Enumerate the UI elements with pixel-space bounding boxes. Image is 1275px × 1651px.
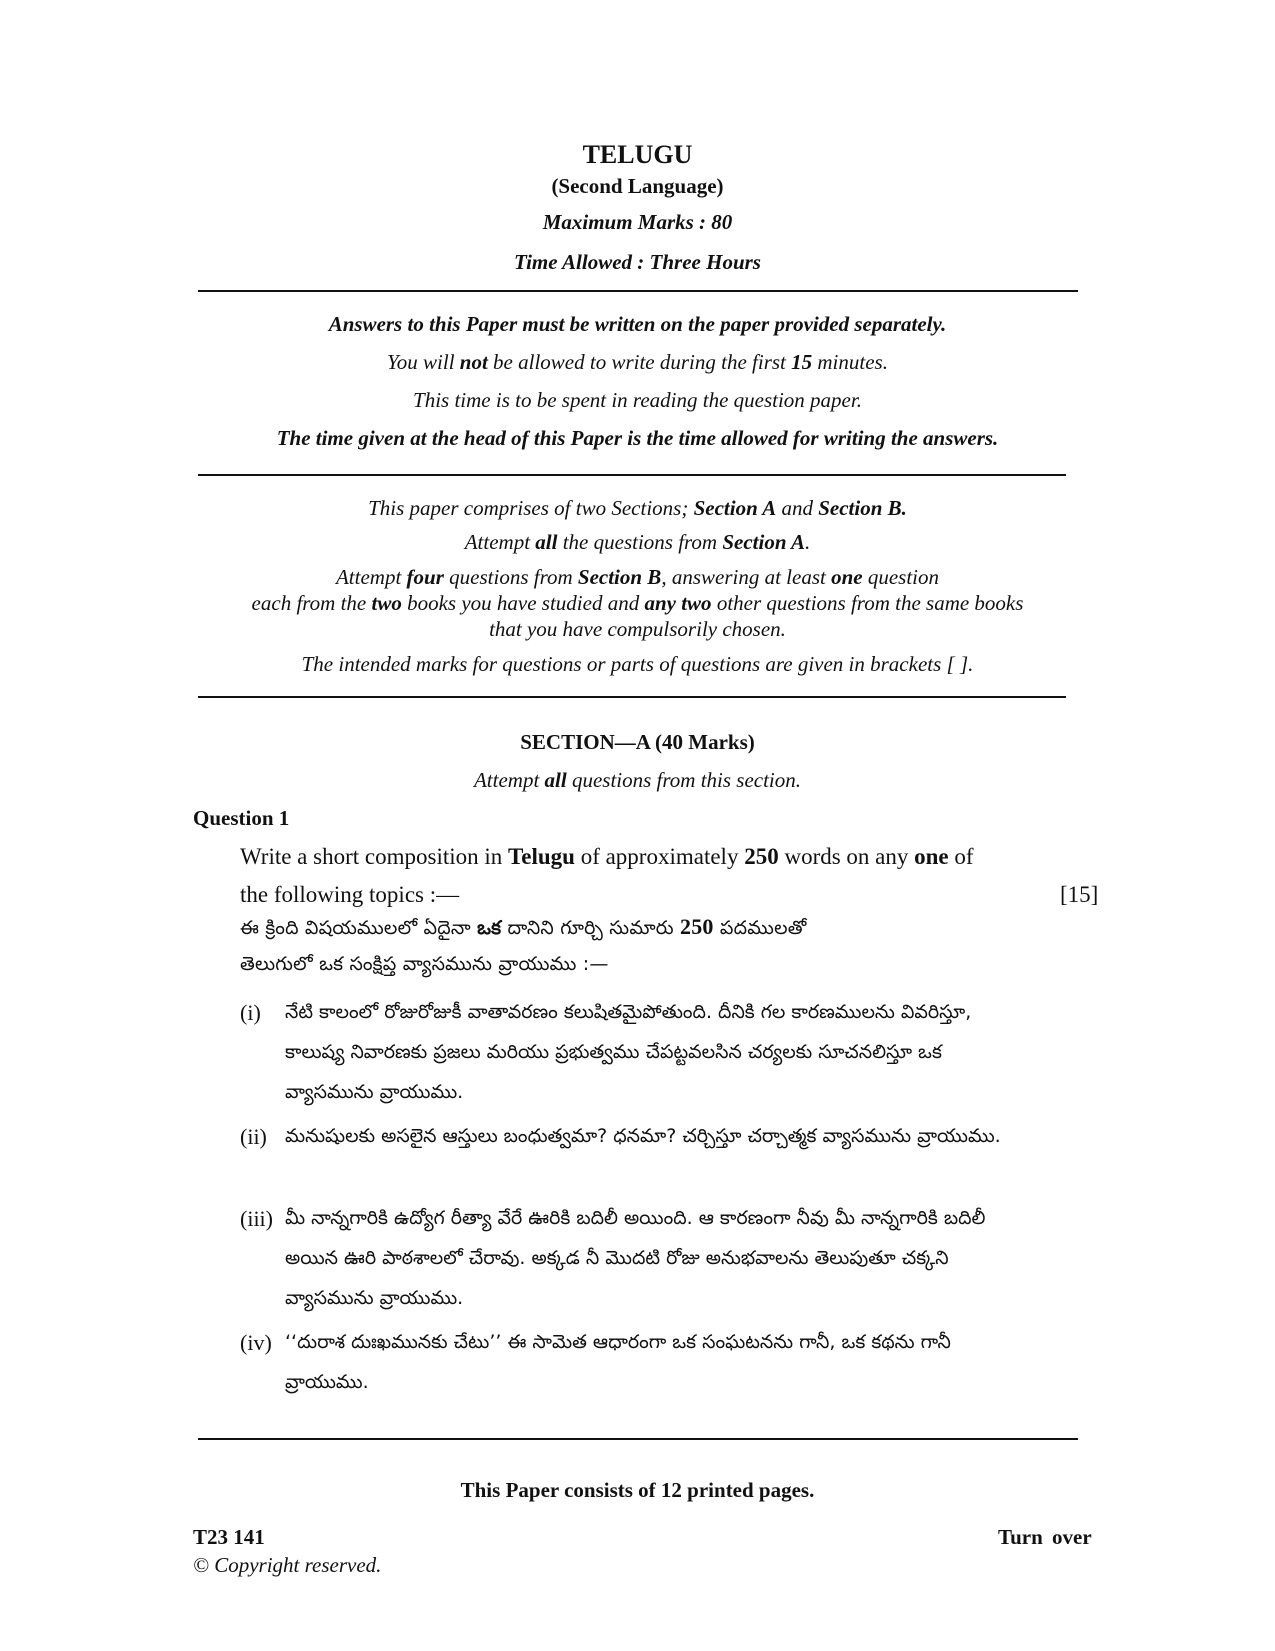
divider-mid (198, 474, 1066, 476)
topic-text: మీ నాన్నగారికి ఉద్యోగ రీత్యా వేరే ఊరికి బదిలీ అయింది. ఆ కారణంగా నీవు మీ నాన్నగారికి బదిలీ అయిన ఊరి పాఠశాలలో చేరావు. అక్కడ నీ మొదటి రోజు అనుభవాలను తెలుపుతూ చక్కని వ్యాసమును వ్రాయుము. (285, 1207, 986, 1309)
question-1-text-line1: Write a short composition in Telugu of approximately 250 words on any one of (240, 844, 974, 869)
question-1-text-line2: the following topics :— (240, 882, 460, 907)
question-1-telugu-line1: ఈ క్రింది విషయములలో ఏదైనా ఒక దానిని గూర్చి సుమారు 250 పదములతో (240, 914, 807, 939)
section-a-subtitle: Attempt all questions from this section. (473, 768, 802, 792)
paper-title: TELUGU (582, 140, 693, 169)
paper-subtitle: (Second Language) (551, 174, 724, 198)
paper-code: T23 141 (193, 1525, 265, 1549)
topic-number: (iii) (240, 1206, 273, 1231)
section-b-instruction-end: that you have compulsorily chosen. (489, 617, 786, 641)
topic-text: ‘‘దురాశ దుఃఖమునకు చేటు’’ ఈ సామెత ఆధారంగా ఒక సంఘటనను గానీ, ఒక కథను గానీ వ్రాయుము. (285, 1331, 951, 1393)
divider-footer (198, 1438, 1078, 1440)
copyright: © Copyright reserved. (193, 1553, 382, 1577)
topic-number: (ii) (240, 1124, 267, 1149)
time-allowed: Time Allowed : Three Hours (514, 250, 761, 274)
divider-lower (198, 696, 1066, 698)
instruction-reading-time: You will not be allowed to write during the first 15 minutes. (387, 350, 888, 374)
divider-top (198, 290, 1078, 292)
instruction-writing-time: The time given at the head of this Paper is the time allowed for writing the answers. (276, 426, 999, 450)
topic-number: (iv) (240, 1330, 272, 1355)
instruction-answers: Answers to this Paper must be written on the paper provided separately. (328, 312, 947, 336)
question-1-label: Question 1 (193, 806, 290, 830)
maximum-marks: Maximum Marks : 80 (542, 210, 733, 234)
question-1-telugu-line2: తెలుగులో ఒక సంక్షిప్త వ్యాసమును వ్రాయుము :— (240, 953, 609, 975)
topic-text: నేటి కాలంలో రోజురోజుకీ వాతావరణం కలుషితమైపోతుంది. దీనికి గల కారణములను వివరిస్తూ, కాలుష్య నివారణకు ప్రజలు మరియు ప్రభుత్వము చేపట్టవలసిన చర్యలకు సూచనలిస్తూ ఒక వ్యాసమును వ్రాయుము. (285, 1001, 972, 1103)
marks-instruction: The intended marks for questions or parts of questions are given in brackets [ ]. (301, 652, 974, 676)
section-a-title: SECTION—A (40 Marks) (520, 730, 755, 754)
question-1-marks: [15] (1060, 882, 1099, 907)
turn-over: Turn over (998, 1525, 1092, 1549)
section-a-instruction: Attempt all the questions from Section A. (464, 530, 811, 554)
paper-structure: This paper comprises of two Sections; Section A and Section B. (368, 496, 907, 520)
instruction-reading: This time is to be spent in reading the question paper. (413, 388, 862, 412)
topic-number: (i) (240, 1000, 261, 1025)
section-b-instruction-cont: each from the two books you have studied and any two other questions from the same books (251, 591, 1024, 615)
page-count: This Paper consists of 12 printed pages. (460, 1478, 815, 1502)
topic-text: మనుషులకు అసలైన ఆస్తులు బంధుత్వమా? ధనమా? చర్చిస్తూ చర్చాత్మక వ్యాసమును వ్రాయుము. (285, 1125, 1001, 1147)
section-b-instruction: Attempt four questions from Section B, answering at least one question (335, 565, 940, 589)
